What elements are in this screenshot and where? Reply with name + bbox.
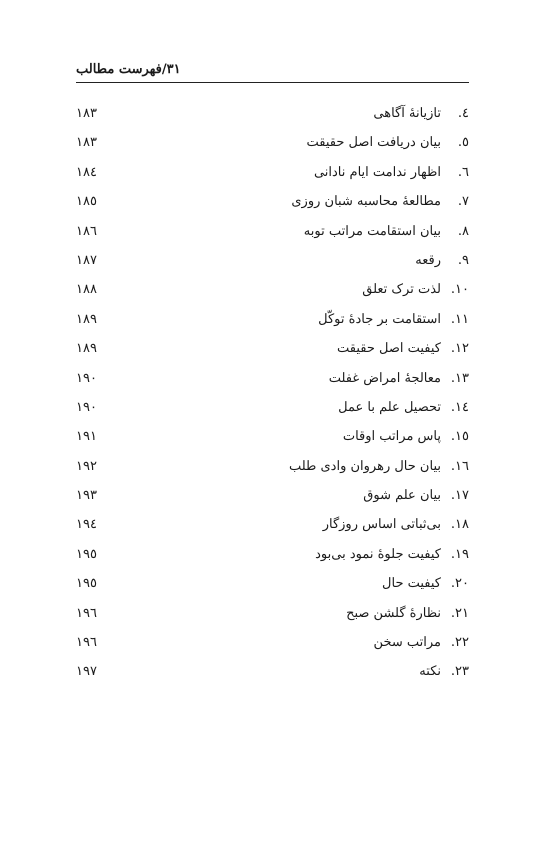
toc-entry-title: مراتب سخن [373,635,441,651]
toc-entry [76,396,469,425]
header-title: ۳۱/فهرست مطالب [76,62,181,77]
toc-entry-page-number: ۱۹۷ [76,664,97,680]
toc-entry [76,513,469,542]
toc-entry-number: ١٠. [450,282,469,298]
toc-entry-title: پاس مراتب اوقات [342,429,441,445]
toc-entry [76,455,469,484]
toc-entry-number: ٤. [457,106,469,121]
toc-entry [76,484,469,513]
toc-entry-title: بیان حال رهروان وادی طلب [288,458,441,474]
toc-entry-page-number: ۱۹۳ [76,488,97,504]
toc-entry-page-number: ۱۸۸ [76,282,97,298]
toc-entry-number: ١٣. [450,370,469,386]
toc-entry-title: کیفیت جلوهٔ نمود بی‌بود [315,546,441,562]
toc-entry [76,572,469,601]
toc-entry-page-number: ۱۹۰ [76,399,97,415]
toc-entry-number: ١٨. [450,517,469,533]
toc-entry [76,660,469,689]
toc-entry-page-number: ۱۸۷ [76,252,97,268]
running-header [76,60,469,83]
toc-entry [76,161,469,190]
table-of-contents [76,102,469,690]
toc-entry-page-number: ۱۹۱ [76,429,97,445]
toc-entry-number: ٩. [457,252,469,268]
toc-entry [76,131,469,160]
toc-entry [76,602,469,631]
toc-entry-title: رقعه [415,252,441,268]
toc-entry-number: ١٦. [450,458,469,474]
toc-entry-title: بیان دریافت اصل حقیقت [306,135,441,151]
toc-entry-number: ١١. [450,311,469,327]
toc-entry-number: ١٧. [450,488,469,504]
toc-entry-page-number: ۱۸۹ [76,341,97,357]
toc-entry-title: مطالعهٔ محاسبه شبان روزی [291,194,441,210]
toc-entry [76,631,469,660]
toc-entry-number: ١٤. [450,399,469,415]
toc-entry-title: معالجهٔ امراض غفلت [328,370,441,386]
toc-entry [76,367,469,396]
toc-entry-number: ١٢. [450,341,469,357]
toc-entry-title: نکته [419,664,441,680]
toc-entry-title: استقامت بر جادهٔ توکّل [318,311,441,327]
toc-entry [76,102,469,131]
toc-entry-title: بیان علم شوق [363,488,441,504]
toc-entry-number: ٢٣. [450,664,469,680]
toc-entry-page-number: ۱۹٥ [76,576,97,592]
toc-entry-number: ١٩. [450,546,469,562]
toc-entry [76,543,469,572]
toc-entry-number: ٧. [457,194,469,210]
toc-entry-page-number: ۱۹۲ [76,458,97,474]
toc-entry [76,190,469,219]
toc-entry-page-number: ۱۹٥ [76,546,97,562]
toc-entry-title: اظهار ندامت ایام نادانی [313,164,441,180]
toc-entry [76,425,469,454]
toc-entry-number: ١٥. [450,429,469,445]
toc-entry-title: تازیانهٔ آگاهی [373,106,441,121]
toc-entry [76,278,469,307]
toc-entry [76,220,469,249]
toc-entry-number: ٨. [457,223,469,239]
toc-entry-page-number: ۱۸۹ [76,311,97,327]
toc-entry-title: تحصیل علم با عمل [338,399,441,415]
toc-entry-page-number: ۱۹٤ [76,517,97,533]
toc-entry-title: بیان استقامت مراتب توبه [303,223,441,239]
toc-entry-number: ٥. [457,135,469,151]
toc-entry-title: لذت ترک تعلق [362,282,441,298]
toc-entry-page-number: ۱۸۳ [76,135,97,151]
toc-entry-page-number: ۱۸۳ [76,106,97,121]
toc-entry-page-number: ۱۹٦ [76,605,97,621]
toc-entry [76,337,469,366]
toc-entry [76,308,469,337]
toc-entry-page-number: ۱۸٥ [76,194,97,210]
toc-entry-number: ٢١. [450,605,469,621]
toc-entry-page-number: ۱۹٦ [76,635,97,651]
toc-entry-title: کیفیت حال [382,576,441,592]
toc-entry-title: نظارهٔ گلشن صبح [346,605,441,621]
toc-entry-number: ٦. [457,164,469,180]
toc-entry-title: کیفیت اصل حقیقت [336,341,441,357]
toc-entry-page-number: ۱۹۰ [76,370,97,386]
toc-entry-title: بی‌ثباتی اساس روزگار [322,517,441,533]
toc-entry-number: ٢٠. [450,576,469,592]
toc-entry-number: ٢٢. [450,635,469,651]
toc-entry-page-number: ۱۸٦ [76,223,97,239]
toc-entry-page-number: ۱۸٤ [76,164,97,180]
toc-entry [76,249,469,278]
